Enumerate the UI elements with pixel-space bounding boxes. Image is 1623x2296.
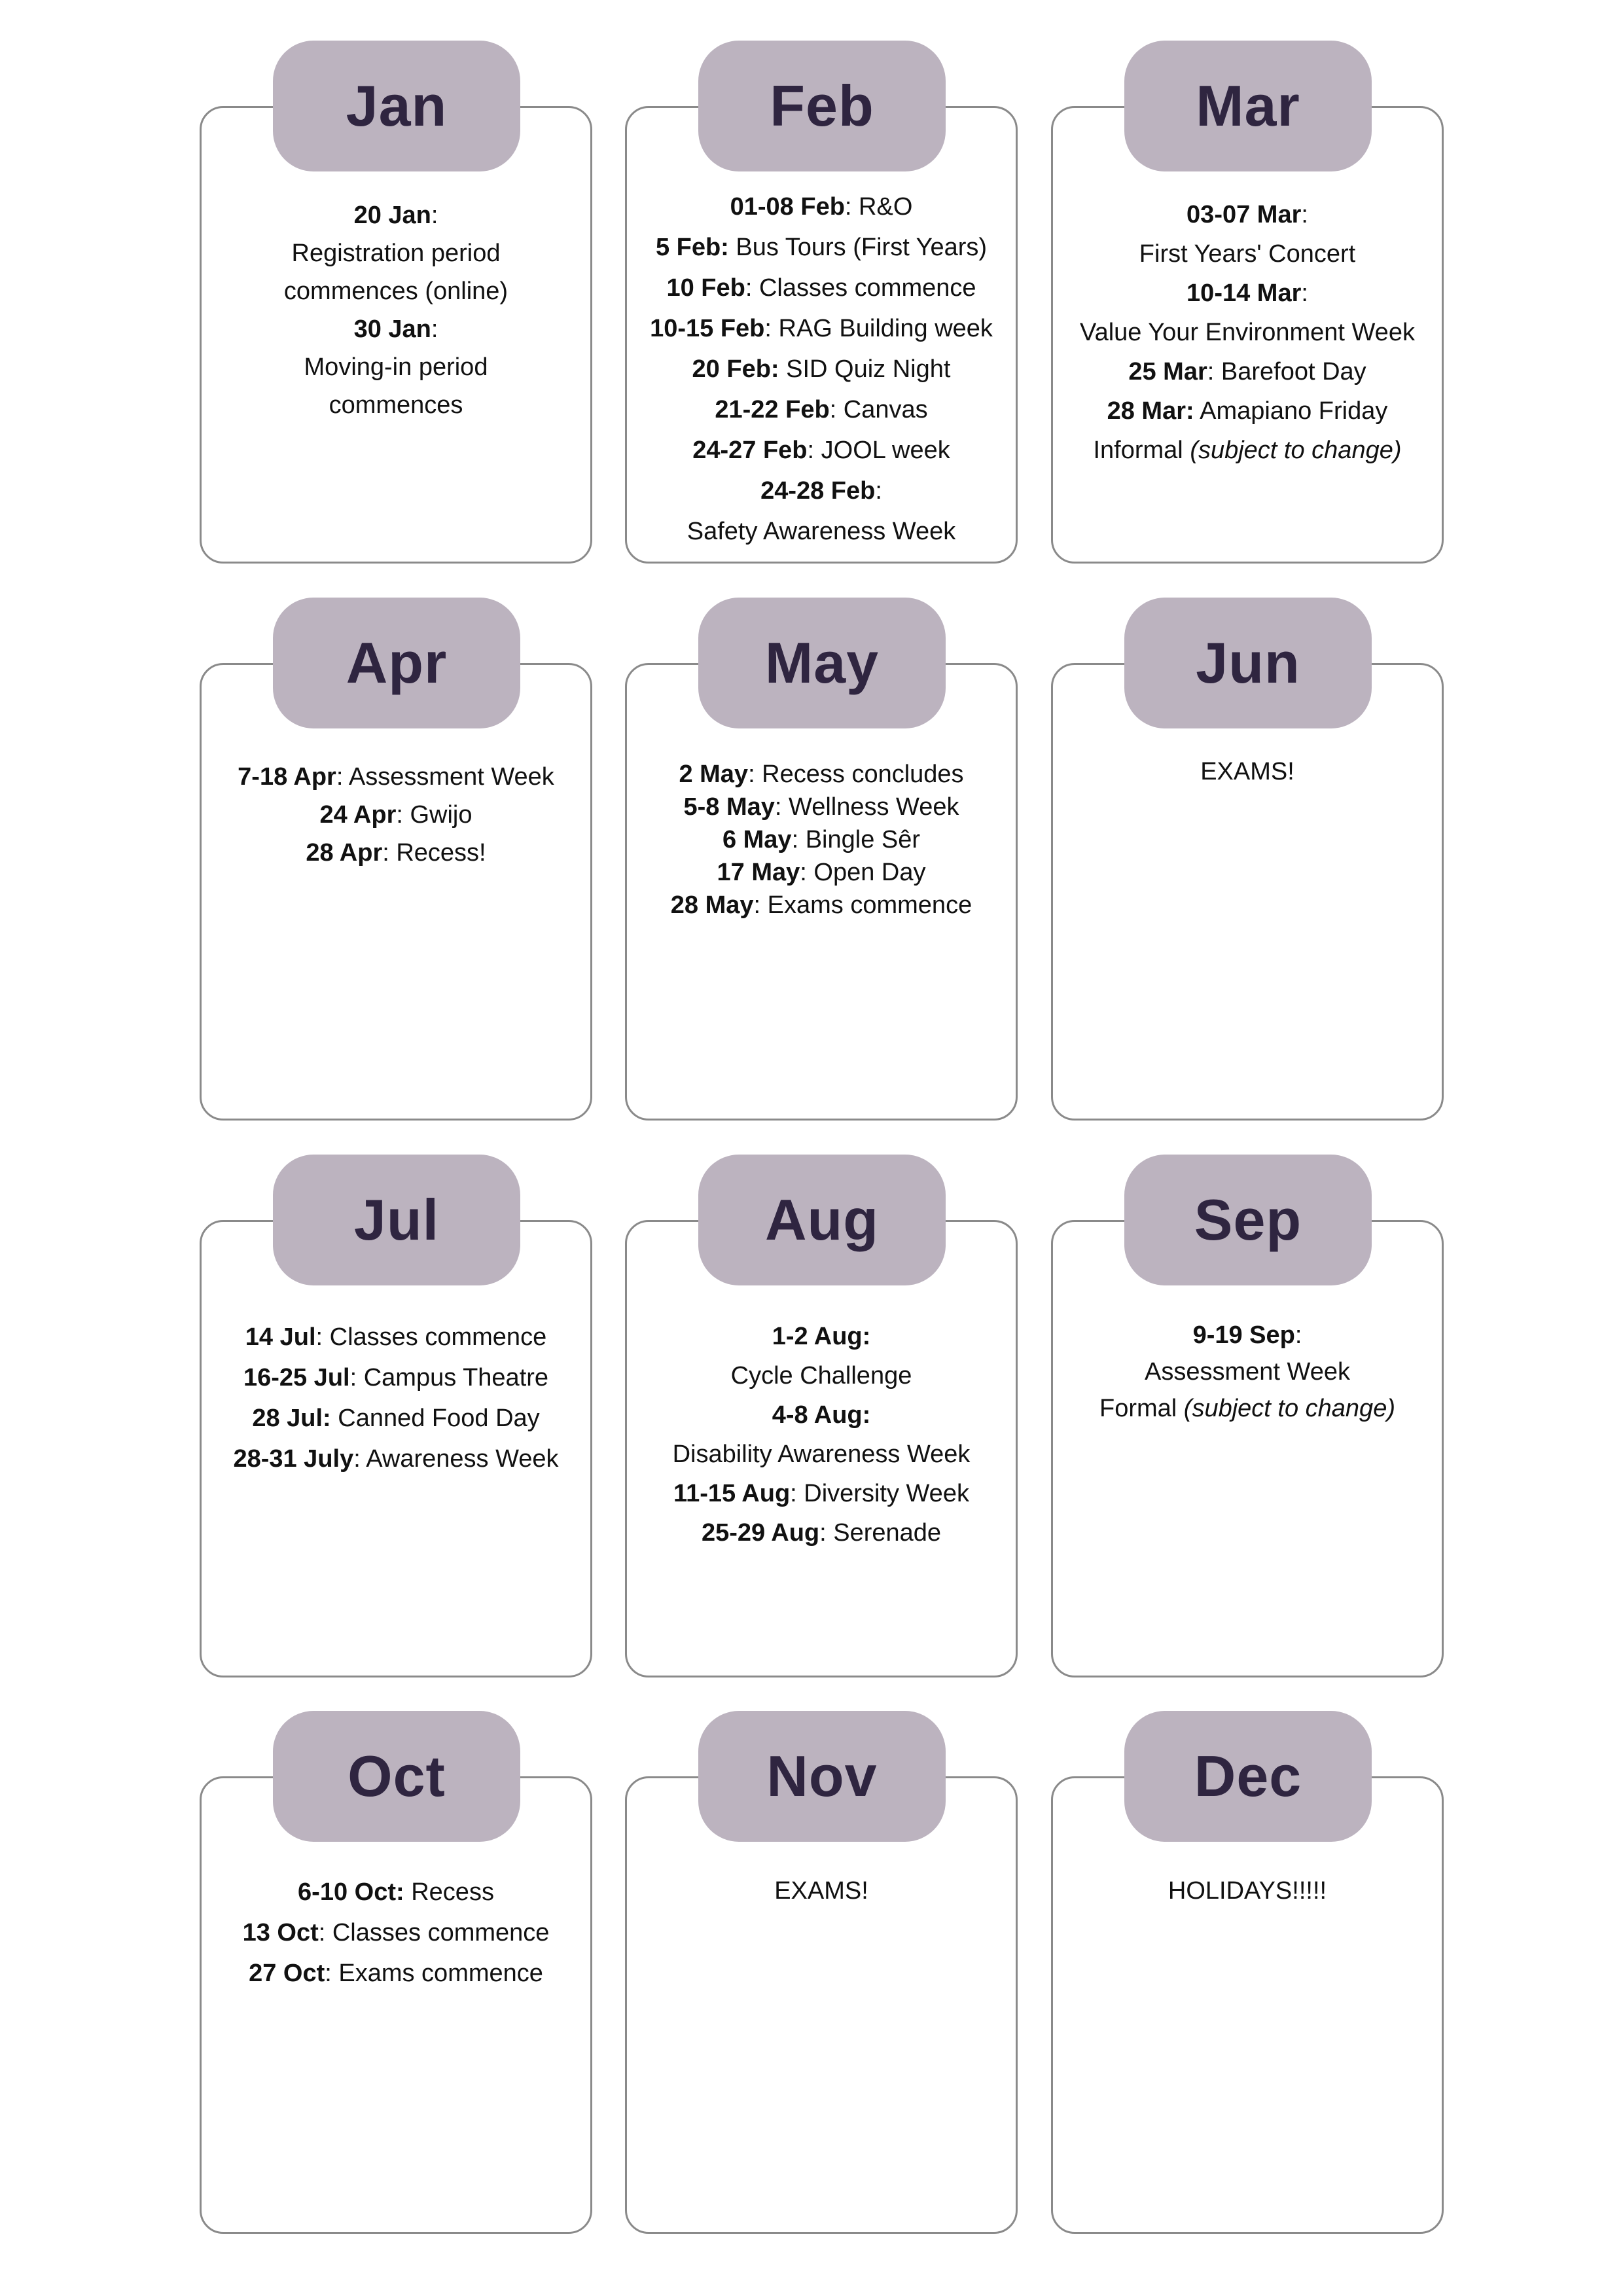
event-text: : Wellness Week [774, 793, 959, 821]
event-date: 13 Oct [242, 1919, 319, 1946]
event-date: 25-29 Aug [701, 1519, 820, 1547]
month-tab: May [698, 598, 946, 728]
event-text: : [1301, 279, 1308, 307]
event-text: HOLIDAYS!!!!! [1168, 1877, 1327, 1905]
event-line [200, 834, 592, 872]
event-line [1051, 234, 1444, 274]
event-date: 20 Jan [353, 202, 431, 229]
event-line [625, 430, 1018, 471]
event-line [1051, 313, 1444, 352]
event-text: commences [329, 391, 463, 419]
event-line [200, 1872, 592, 1912]
event-text: : Exams commence [325, 1960, 543, 1987]
event-text: : [431, 202, 438, 229]
event-line [1051, 1354, 1444, 1390]
month-events [625, 1317, 1018, 1552]
event-date: 5-8 May [683, 793, 775, 821]
event-line [625, 308, 1018, 349]
event-line [625, 1872, 1018, 1910]
event-text: : Gwijo [396, 801, 473, 829]
event-date: 6 May [722, 826, 792, 853]
event-date: 11-15 Aug [673, 1480, 791, 1507]
event-date: 25 Mar [1128, 358, 1207, 386]
month-card-frame [625, 1776, 1018, 2234]
month-events [200, 1872, 592, 1994]
event-line [1051, 352, 1444, 391]
event-text: Amapiano Friday [1194, 397, 1388, 425]
event-line [1051, 431, 1444, 470]
event-date: 28-31 July [233, 1445, 354, 1473]
month-card-frame [1051, 663, 1444, 1121]
event-text: : Classes commence [318, 1919, 550, 1946]
event-line [200, 1317, 592, 1357]
event-date: 27 Oct [249, 1960, 325, 1987]
event-text: Bus Tours (First Years) [728, 234, 988, 261]
event-text: : RAG Building week [764, 315, 993, 342]
event-text: Safety Awareness Week [687, 518, 956, 545]
event-text: : Open Day [800, 859, 926, 886]
month-card-frame [200, 663, 592, 1121]
event-line [625, 187, 1018, 227]
month-card-frame [200, 1776, 592, 2234]
event-text: EXAMS! [1200, 758, 1294, 785]
event-line [625, 268, 1018, 308]
event-date: 7-18 Apr [238, 763, 336, 791]
event-line [200, 758, 592, 796]
event-date: 24-28 Feb [760, 477, 876, 505]
event-text: : Bingle Sêr [791, 826, 921, 853]
event-date: 24 Apr [319, 801, 397, 829]
event-line [625, 471, 1018, 511]
event-line [200, 1953, 592, 1994]
event-text: : Awareness Week [353, 1445, 559, 1473]
event-line [625, 823, 1018, 856]
event-text: : Canvas [829, 396, 928, 423]
event-note: (subject to change) [1183, 1395, 1395, 1422]
event-date: 10-14 Mar [1186, 279, 1302, 307]
event-line [200, 1357, 592, 1398]
event-text: : Recess concludes [748, 761, 964, 788]
event-text: : R&O [844, 193, 913, 221]
event-text: Informal [1093, 437, 1190, 464]
event-line [200, 234, 592, 272]
event-text: : Classes commence [745, 274, 976, 302]
event-line [1051, 195, 1444, 234]
event-text: Formal [1099, 1395, 1184, 1422]
event-line [200, 1398, 592, 1439]
month-events [200, 1317, 592, 1479]
month-events [1051, 195, 1444, 470]
event-line [625, 1395, 1018, 1435]
event-date: 10-15 Feb [650, 315, 765, 342]
event-line [625, 1474, 1018, 1513]
event-date: 28 Mar: [1107, 397, 1194, 425]
event-text: Canned Food Day [330, 1405, 540, 1432]
event-line [200, 196, 592, 234]
event-date: 1-2 Aug: [772, 1323, 871, 1350]
event-line [200, 386, 592, 424]
month-events [200, 758, 592, 872]
month-card-frame [1051, 1220, 1444, 1677]
event-date: 01-08 Feb [730, 193, 845, 221]
event-text: EXAMS! [774, 1877, 868, 1905]
event-date: 9-19 Sep [1192, 1321, 1295, 1349]
event-date: 17 May [717, 859, 800, 886]
event-text: : Barefoot Day [1207, 358, 1366, 386]
event-line [625, 227, 1018, 268]
event-line [625, 791, 1018, 823]
event-line [625, 1513, 1018, 1552]
event-line [200, 1439, 592, 1479]
month-tab: Apr [273, 598, 520, 728]
month-events [625, 187, 1018, 552]
event-text: Value Your Environment Week [1080, 319, 1415, 346]
month-events [1051, 1317, 1444, 1427]
event-text: : Classes commence [315, 1323, 547, 1351]
event-date: 21-22 Feb [715, 396, 830, 423]
event-text: : Diversity Week [790, 1480, 969, 1507]
month-tab: Nov [698, 1711, 946, 1842]
event-date: 03-07 Mar [1186, 201, 1302, 228]
event-line [1051, 753, 1444, 791]
event-text: Disability Awareness Week [672, 1441, 971, 1468]
event-line [200, 272, 592, 310]
event-text: SID Quiz Night [779, 355, 951, 383]
month-tab: Dec [1124, 1711, 1372, 1842]
event-text: : [1294, 1321, 1302, 1349]
month-events [625, 758, 1018, 922]
month-tab: Aug [698, 1155, 946, 1285]
event-date: 10 Feb [666, 274, 745, 302]
event-date: 28 May [670, 891, 754, 919]
event-line [200, 310, 592, 348]
event-date: 20 Feb: [692, 355, 779, 383]
event-line [625, 1435, 1018, 1474]
event-text: Registration period [291, 240, 501, 267]
month-tab: Sep [1124, 1155, 1372, 1285]
event-date: 5 Feb: [655, 234, 729, 261]
event-line [625, 889, 1018, 922]
event-text: Assessment Week [1145, 1358, 1350, 1386]
event-date: 2 May [679, 761, 749, 788]
month-events [625, 1872, 1018, 1910]
event-line [200, 348, 592, 386]
event-date: 14 Jul [245, 1323, 316, 1351]
event-line [1051, 391, 1444, 431]
event-date: 30 Jan [353, 315, 431, 343]
event-line [625, 349, 1018, 389]
event-line [625, 758, 1018, 791]
event-text: : JOOL week [807, 437, 950, 464]
month-tab: Jun [1124, 598, 1372, 728]
event-line [1051, 1317, 1444, 1354]
month-tab: Oct [273, 1711, 520, 1842]
event-text: : Recess! [382, 839, 486, 867]
event-text: : Exams commence [753, 891, 972, 919]
event-text: : Assessment Week [336, 763, 554, 791]
event-text: Recess [404, 1878, 494, 1906]
event-text: Cycle Challenge [730, 1362, 912, 1390]
month-events [1051, 753, 1444, 791]
event-date: 28 Jul: [252, 1405, 331, 1432]
event-line [1051, 1390, 1444, 1427]
event-text: First Years' Concert [1139, 240, 1356, 268]
event-date: 28 Apr [306, 839, 383, 867]
month-tab: Feb [698, 41, 946, 171]
event-line [625, 856, 1018, 889]
month-events [200, 196, 592, 424]
event-note: (subject to change) [1190, 437, 1402, 464]
event-line [625, 1317, 1018, 1356]
event-line [625, 511, 1018, 552]
event-text: : [1301, 201, 1308, 228]
event-date: 4-8 Aug: [772, 1401, 871, 1429]
event-line [625, 389, 1018, 430]
month-tab: Mar [1124, 41, 1372, 171]
event-text: commences (online) [283, 278, 508, 305]
event-text: : [431, 315, 438, 343]
event-line [1051, 1872, 1444, 1910]
event-text: : [875, 477, 882, 505]
event-line [200, 796, 592, 834]
event-line [625, 1356, 1018, 1395]
event-text: Moving-in period [304, 353, 488, 381]
event-date: 16-25 Jul [243, 1364, 350, 1391]
event-text: : Serenade [819, 1519, 942, 1547]
month-tab: Jul [273, 1155, 520, 1285]
month-tab: Jan [273, 41, 520, 171]
event-line [1051, 274, 1444, 313]
month-card-frame [1051, 1776, 1444, 2234]
event-line [200, 1912, 592, 1953]
event-date: 6-10 Oct: [298, 1878, 404, 1906]
event-text: : Campus Theatre [349, 1364, 549, 1391]
month-events [1051, 1872, 1444, 1910]
event-date: 24-27 Feb [692, 437, 808, 464]
